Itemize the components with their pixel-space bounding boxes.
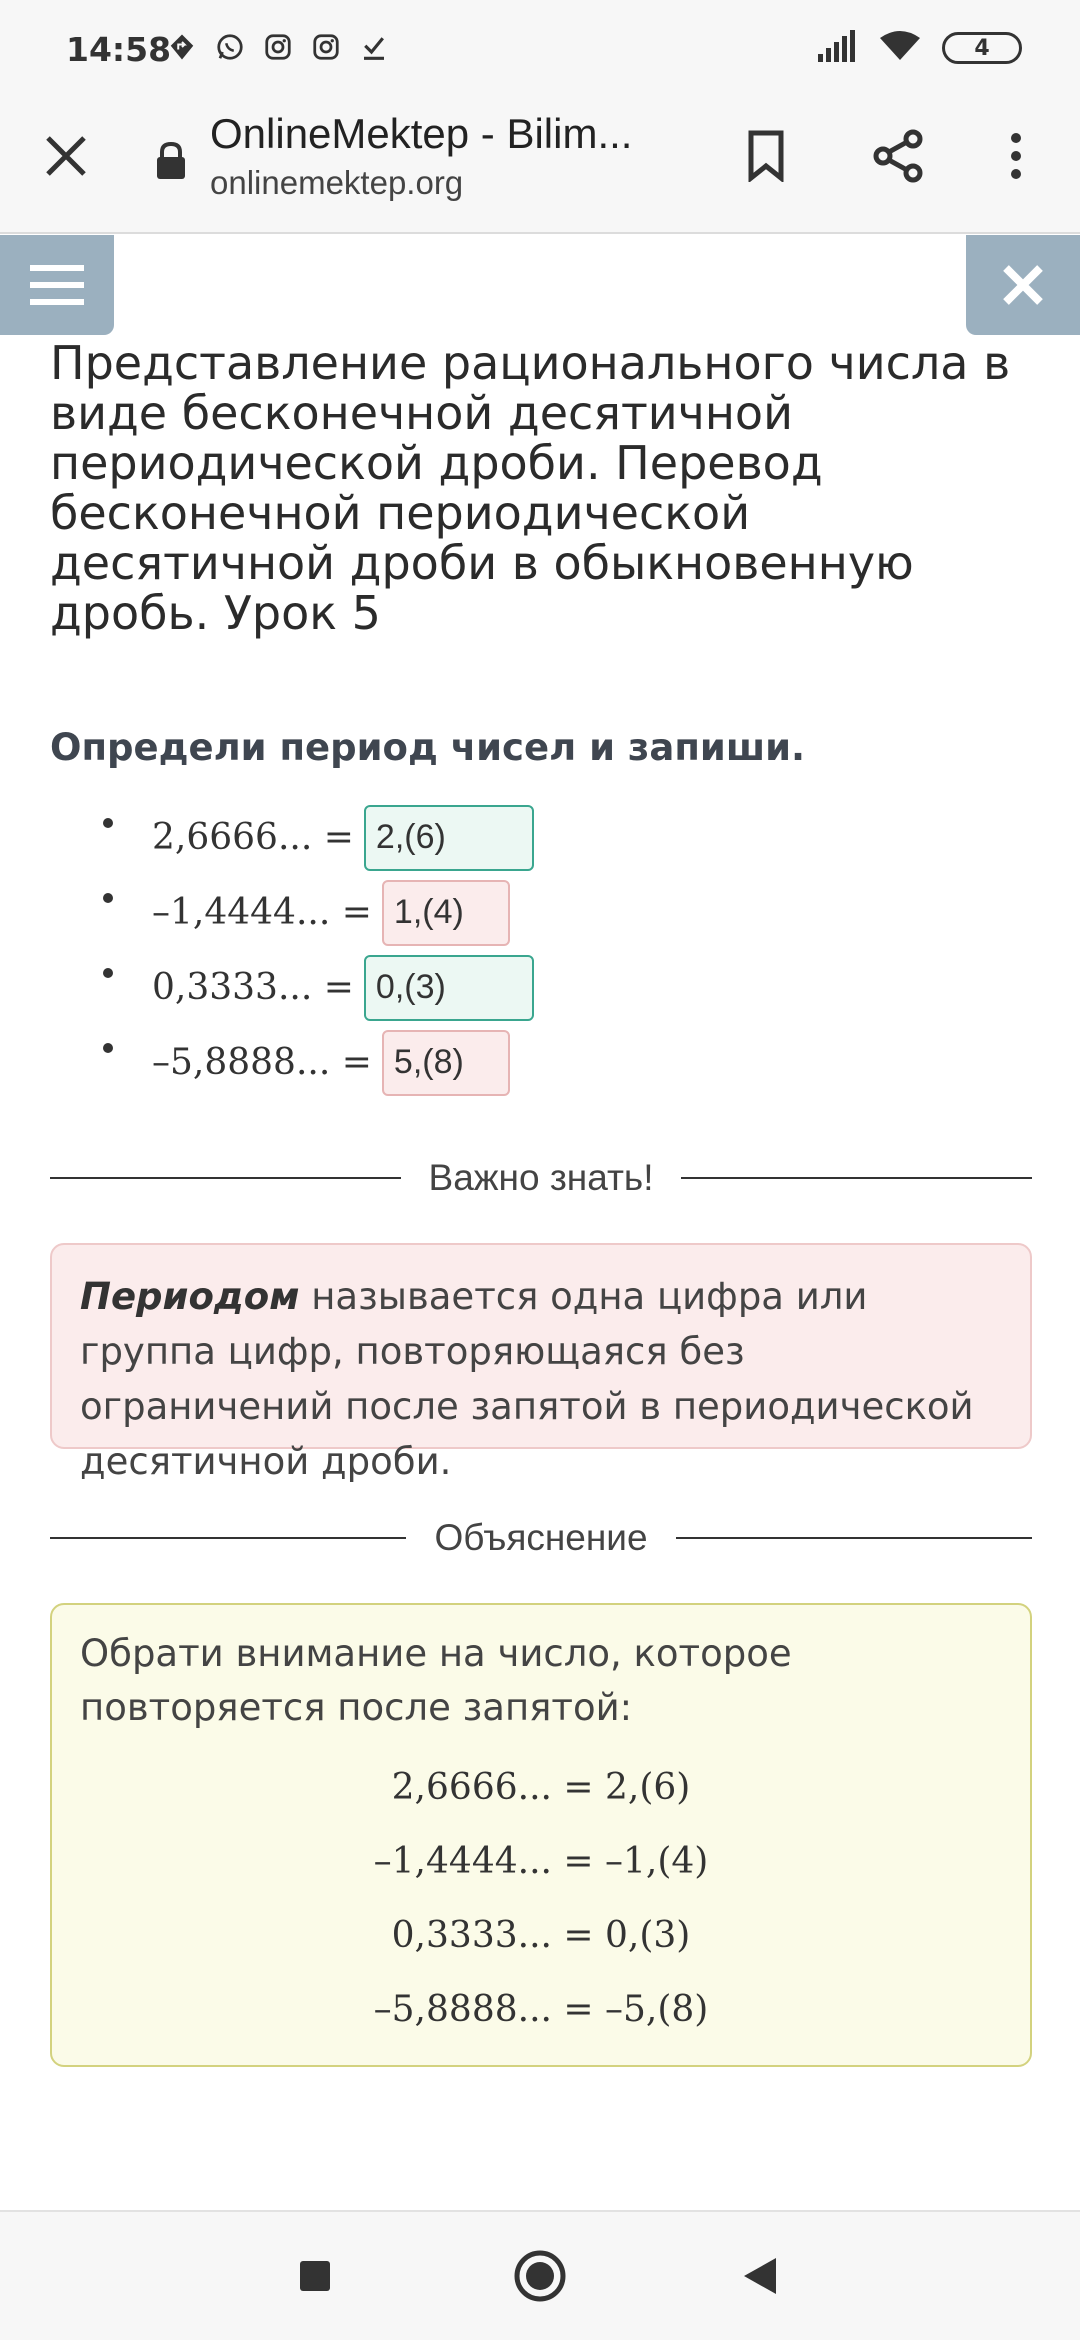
equation: –5,8888... = –5,(8) bbox=[373, 1989, 709, 2030]
divider-line bbox=[676, 1537, 1032, 1539]
recent-apps-button[interactable] bbox=[285, 2246, 345, 2306]
expression: –5,8888... = bbox=[152, 1042, 372, 1083]
equation-list bbox=[80, 1751, 1002, 2047]
explanation-text: Обрати внимание на число, которое повторяется после запятой: bbox=[80, 1632, 792, 1729]
bookmark-icon bbox=[746, 130, 786, 182]
expression: 0,3333... = bbox=[152, 967, 354, 1008]
answer-field-correct[interactable]: 0,(3) bbox=[364, 955, 534, 1021]
answer-field-incorrect[interactable]: 5,(8) bbox=[382, 1030, 510, 1096]
status-bar bbox=[0, 0, 1080, 100]
system-navigation-bar bbox=[0, 2210, 1080, 2340]
browser-toolbar bbox=[0, 100, 1080, 234]
page-url[interactable]: onlinemektep.org bbox=[210, 164, 464, 201]
status-time: 14:58 bbox=[66, 30, 172, 69]
navigation-icon bbox=[165, 30, 199, 64]
important-divider bbox=[50, 1158, 1032, 1198]
more-options-button[interactable] bbox=[986, 126, 1046, 186]
battery-icon bbox=[942, 32, 1022, 64]
hamburger-icon bbox=[30, 263, 84, 307]
equation: 2,6666... = 2,(6) bbox=[391, 1767, 691, 1808]
divider-line bbox=[50, 1537, 406, 1539]
list-item bbox=[98, 800, 798, 875]
task-title: Определи период чисел и запиши. bbox=[50, 726, 806, 769]
explanation-heading: Объяснение bbox=[434, 1517, 648, 1558]
explanation-divider bbox=[50, 1518, 1032, 1558]
menu-button[interactable] bbox=[0, 235, 114, 335]
important-heading: Важно знать! bbox=[428, 1157, 654, 1198]
page-title: OnlineMektep - Bilim... bbox=[210, 110, 633, 157]
back-triangle-icon bbox=[740, 2256, 780, 2296]
whatsapp-icon bbox=[213, 30, 247, 64]
bullet bbox=[103, 968, 113, 978]
signal-icon bbox=[816, 30, 858, 66]
list-item bbox=[98, 950, 798, 1025]
answer-field-correct[interactable]: 2,(6) bbox=[364, 805, 534, 871]
more-vertical-icon bbox=[1008, 130, 1024, 182]
explanation-box bbox=[50, 1603, 1032, 2067]
equation: –1,4444... = –1,(4) bbox=[373, 1841, 709, 1882]
close-lesson-button[interactable] bbox=[966, 235, 1080, 335]
lesson-title: Представление рационального числа в виде бесконечной десятичной периодической дроби. Перевод бесконечной периодической десятичной дроби в обыкновенную дробь. Урок 5 bbox=[50, 336, 1011, 640]
answer-field-incorrect[interactable]: 1,(4) bbox=[382, 880, 510, 946]
definition-text: называется одна цифра или группа цифр, повторяющаяся без ограничений после запятой в периодической десятичной дроби. bbox=[80, 1275, 974, 1483]
close-icon bbox=[44, 134, 88, 178]
bookmark-button[interactable] bbox=[736, 126, 796, 186]
home-button[interactable] bbox=[510, 2246, 570, 2306]
download-done-icon bbox=[357, 30, 391, 64]
answer-list bbox=[98, 800, 798, 1100]
share-icon bbox=[871, 129, 925, 183]
list-item bbox=[98, 875, 798, 950]
expression: –1,4444... = bbox=[152, 892, 372, 933]
bullet bbox=[103, 893, 113, 903]
bullet bbox=[103, 818, 113, 828]
share-button[interactable] bbox=[868, 126, 928, 186]
divider-line bbox=[681, 1177, 1032, 1179]
bullet bbox=[103, 1043, 113, 1053]
notification-icons bbox=[165, 30, 391, 64]
close-icon bbox=[1001, 263, 1045, 307]
list-item bbox=[98, 1025, 798, 1100]
equation: 0,3333... = 0,(3) bbox=[391, 1915, 691, 1956]
system-icons bbox=[816, 30, 1022, 66]
wifi-icon bbox=[880, 30, 920, 66]
home-circle-icon bbox=[513, 2249, 567, 2303]
battery-level: 4 bbox=[974, 35, 990, 61]
important-info-box bbox=[50, 1243, 1032, 1483]
close-tab-button[interactable] bbox=[36, 126, 96, 186]
lock-icon bbox=[154, 140, 188, 180]
divider-line bbox=[50, 1177, 401, 1179]
instagram-icon bbox=[309, 30, 343, 64]
instagram-icon bbox=[261, 30, 295, 64]
expression: 2,6666... = bbox=[152, 817, 354, 858]
term-bold: Периодом bbox=[80, 1275, 300, 1318]
square-icon bbox=[298, 2259, 332, 2293]
back-button[interactable] bbox=[730, 2246, 790, 2306]
